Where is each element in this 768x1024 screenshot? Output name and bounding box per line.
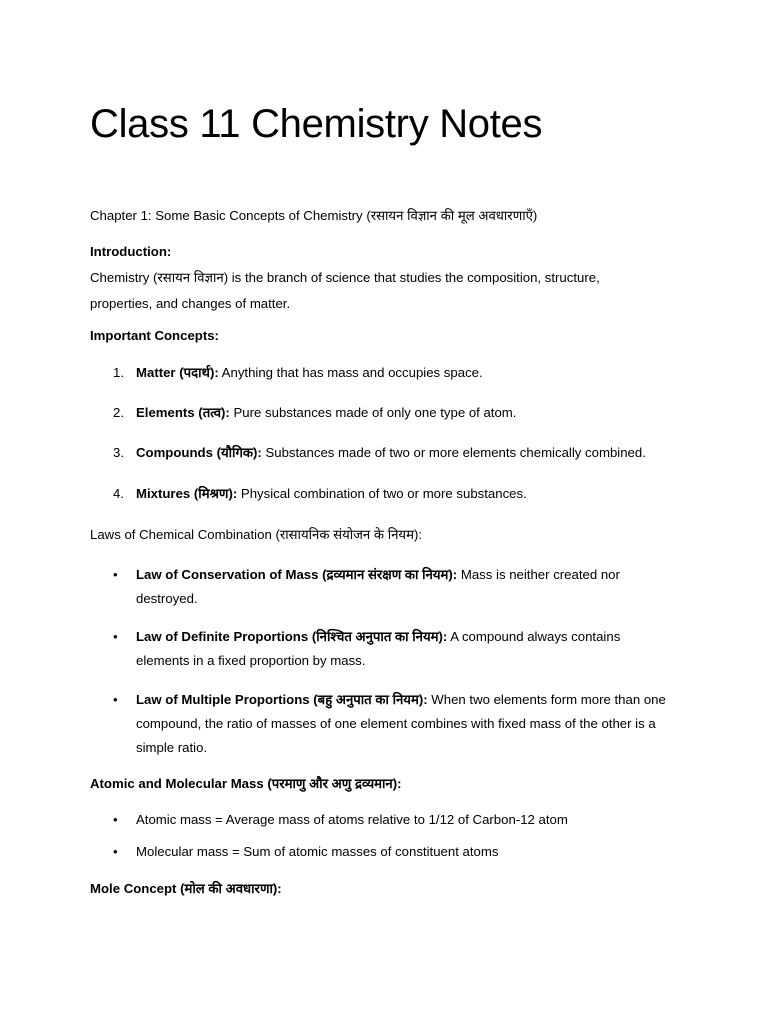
chapter-heading: Chapter 1: Some Basic Concepts of Chemistry (रसायन विज्ञान की मूल अवधारणाएँ) bbox=[90, 208, 538, 223]
bullet-icon: • bbox=[113, 629, 118, 644]
list-number: 3. bbox=[113, 445, 124, 460]
law-description: When two elements form more than one compound, the ratio of masses of one element combines with fixed mass of the other is a simple ratio. bbox=[136, 692, 666, 755]
concept-description: Substances made of two or more elements chemically combined. bbox=[261, 445, 646, 460]
concept-term: Elements (तत्व): bbox=[136, 405, 230, 420]
atomic-mass-text: Atomic mass = Average mass of atoms relative to 1/12 of Carbon-12 atom bbox=[136, 812, 568, 827]
introduction-text-line-2: properties, and changes of matter. bbox=[90, 296, 291, 311]
bullet-icon: • bbox=[113, 567, 118, 582]
law-item-conservation-of-mass bbox=[113, 563, 673, 611]
introduction-heading: Introduction: bbox=[90, 244, 172, 259]
molecular-mass-item bbox=[113, 840, 673, 864]
atomic-molecular-mass-heading: Atomic and Molecular Mass (परमाणु और अणु द्रव्यमान): bbox=[90, 776, 402, 791]
list-number: 4. bbox=[113, 486, 124, 501]
list-number: 1. bbox=[113, 365, 124, 380]
concept-item-elements bbox=[113, 404, 516, 422]
concept-term: Compounds (यौगिक): bbox=[136, 445, 262, 460]
list-number: 2. bbox=[113, 405, 124, 420]
law-description: Mass is neither created nor destroyed. bbox=[136, 567, 620, 606]
concept-term: Mixtures (मिश्रण): bbox=[136, 486, 238, 501]
bullet-icon: • bbox=[113, 844, 118, 859]
introduction-text-line-1: Chemistry (रसायन विज्ञान) is the branch of science that studies the composition, structure, bbox=[90, 270, 600, 285]
law-description: A compound always contains elements in a fixed proportion by mass. bbox=[136, 629, 621, 668]
concept-description: Anything that has mass and occupies space. bbox=[218, 365, 483, 380]
bullet-icon: • bbox=[113, 692, 118, 707]
law-term: Law of Conservation of Mass (द्रव्यमान संरक्षण का नियम): bbox=[136, 567, 458, 582]
atomic-mass-item bbox=[113, 808, 673, 832]
concept-description: Pure substances made of only one type of atom. bbox=[229, 405, 517, 420]
concept-item-mixtures bbox=[113, 485, 527, 503]
important-concepts-heading: Important Concepts: bbox=[90, 328, 219, 343]
page-title: Class 11 Chemistry Notes bbox=[90, 102, 543, 146]
law-term: Law of Definite Proportions (निश्चित अनुपात का नियम): bbox=[136, 629, 448, 644]
concept-item-compounds bbox=[113, 444, 646, 462]
laws-heading: Laws of Chemical Combination (रासायनिक संयोजन के नियम): bbox=[90, 527, 423, 542]
concept-item-matter bbox=[113, 364, 483, 382]
bullet-icon: • bbox=[113, 812, 118, 827]
law-item-multiple-proportions bbox=[113, 688, 673, 760]
molecular-mass-text: Molecular mass = Sum of atomic masses of constituent atoms bbox=[136, 844, 499, 859]
law-item-definite-proportions bbox=[113, 625, 673, 673]
concept-description: Physical combination of two or more substances. bbox=[237, 486, 527, 501]
concept-term: Matter (पदार्थ): bbox=[136, 365, 219, 380]
mole-concept-heading: Mole Concept (मोल की अवधारणा): bbox=[90, 881, 282, 896]
law-term: Law of Multiple Proportions (बहु अनुपात का नियम): bbox=[136, 692, 428, 707]
